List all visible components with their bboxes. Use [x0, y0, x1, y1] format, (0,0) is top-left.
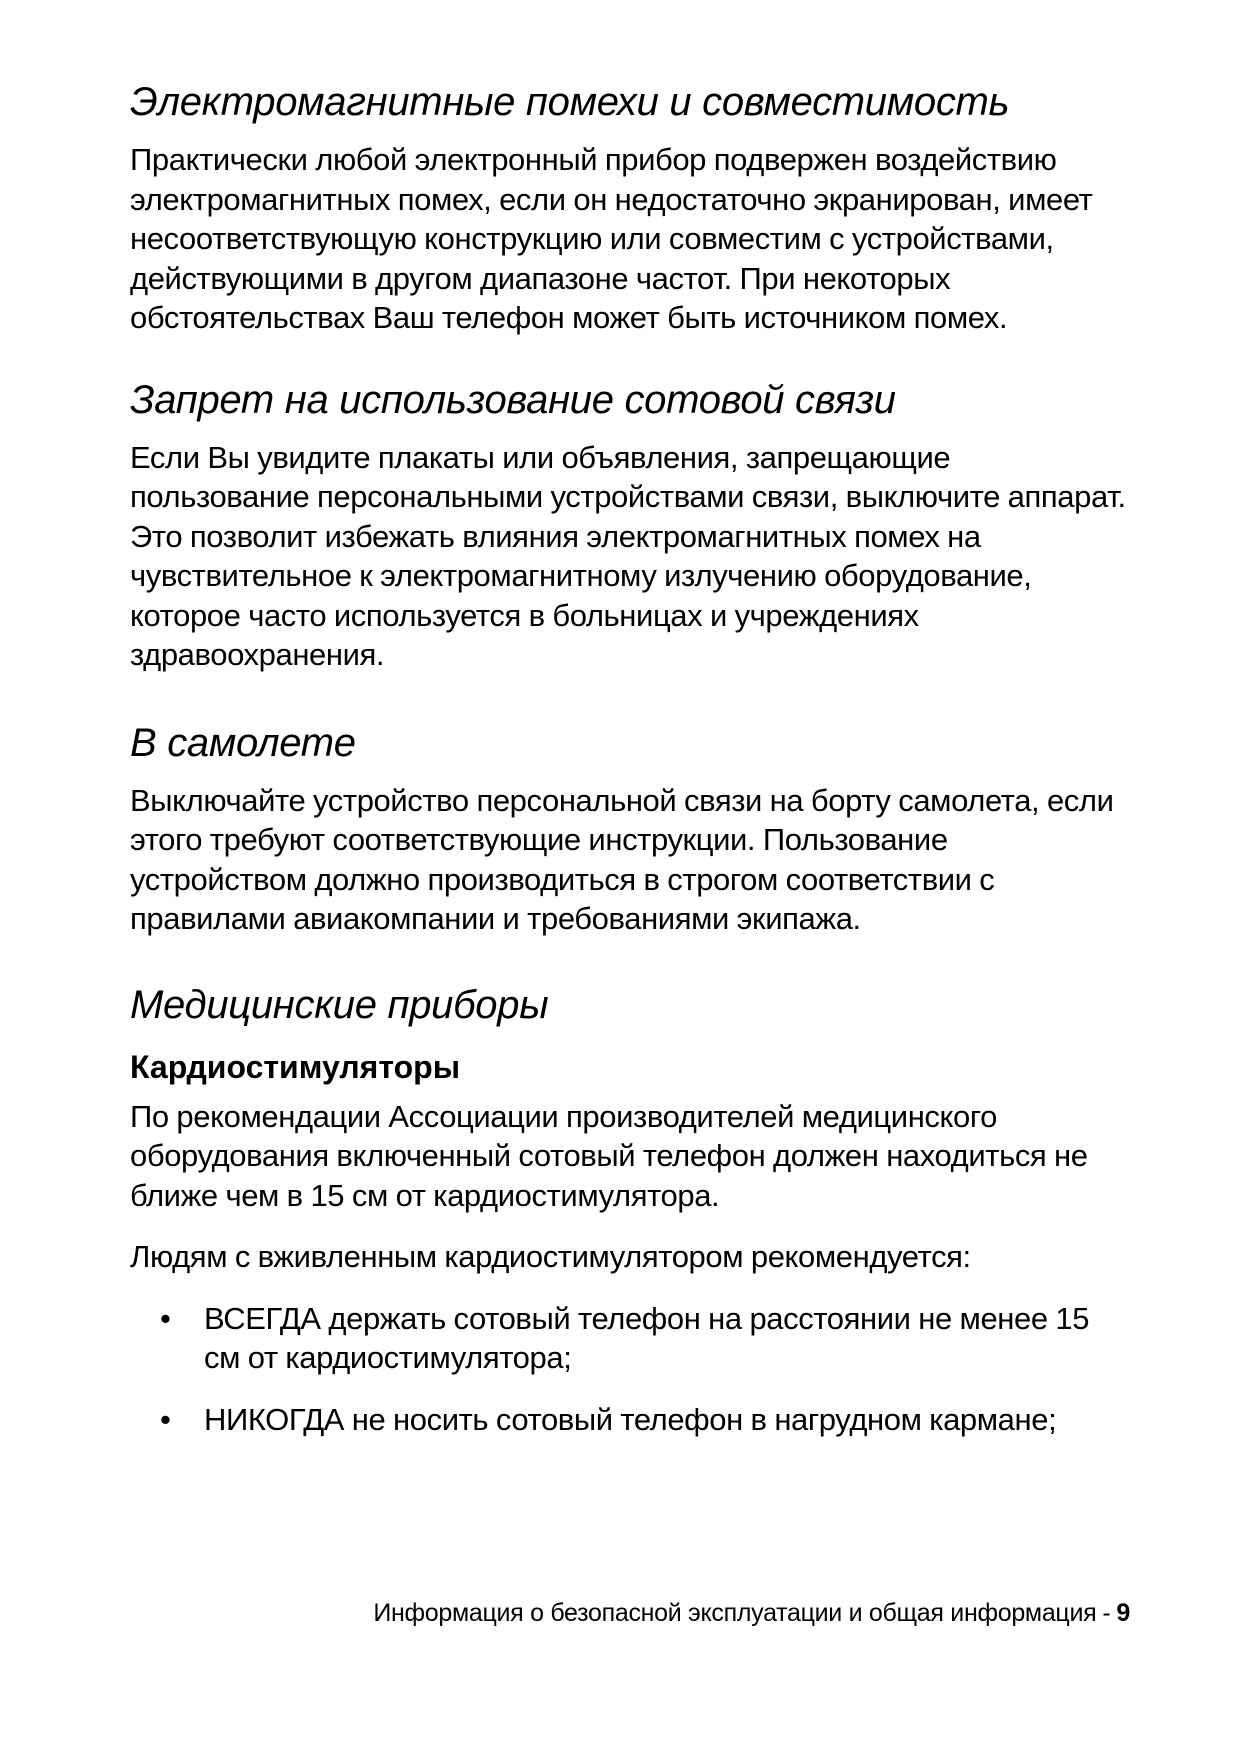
section-medical: [130, 981, 1130, 1029]
list-item-text: НИКОГДА не носить сотовый телефон в нагрудном кармане;: [204, 1401, 1057, 1437]
recommendation-list: [130, 1299, 1130, 1440]
bullet-icon: •: [160, 1401, 171, 1437]
page-footer: [373, 1597, 1130, 1629]
section-title: Запрет на использование сотовой связи: [130, 377, 896, 422]
section-ban: [130, 376, 1130, 675]
page-content: [130, 78, 1130, 1461]
page-number: 9: [1116, 1599, 1130, 1627]
section-title: В самолете: [130, 720, 356, 765]
footer-text: Информация о безопасной эксплуатации и общая информация: [373, 1599, 1097, 1627]
list-item: [130, 1400, 1130, 1440]
bullet-icon: •: [160, 1300, 171, 1336]
pacemaker-paragraph: По рекомендации Ассоциации производителей медицинского оборудования включенный сотовый телефон должен находиться не ближе чем в 15 см от кардиостимулятора.: [130, 1098, 1088, 1213]
section-body: Выключайте устройство персональной связи на борту самолета, если этого требуют соответствующие инструкции. Пользование устройством должно производиться в строгом соответствии с правилами авиакомпании и требованиями экипажа.: [130, 782, 1114, 936]
section-body: Практически любой электронный прибор подвержен воздействию электромагнитных помех, если он недостаточно экранирован, имеет несоответствующую конструкцию или совместим с устройствами, действующими в другом диапазоне частот. При некоторых обстоятельствах Ваш телефон может быть источником помех.: [130, 142, 1093, 335]
section-emi: [130, 78, 1130, 338]
section-body: Если Вы увидите плакаты или объявления, запрещающие пользование персональными устройствами связи, выключите аппарат. Это позволит избежать влияния электромагнитных помех на чувствительное к электромагнитному излучению оборудование, которое часто используется в больницах и учреждениях здравоохранения.: [130, 439, 1126, 672]
list-item-text: ВСЕГДА держать сотовый телефон на расстоянии не менее 15 см от кардиостимулятора;: [204, 1300, 1090, 1375]
section-title: Медицинские приборы: [130, 982, 549, 1027]
section-title: Электромагнитные помехи и совместимость: [130, 80, 1010, 124]
list-item: [130, 1299, 1130, 1378]
subsection-heading: Кардиостимуляторы: [130, 1048, 461, 1085]
footer-separator: -: [1102, 1599, 1111, 1627]
subsection-pacemakers: [130, 1047, 1130, 1440]
pacemaker-recommendation-intro: Людям с вживленным кардиостимулятором рекомендуется:: [130, 1239, 971, 1274]
section-aircraft: [130, 719, 1130, 939]
